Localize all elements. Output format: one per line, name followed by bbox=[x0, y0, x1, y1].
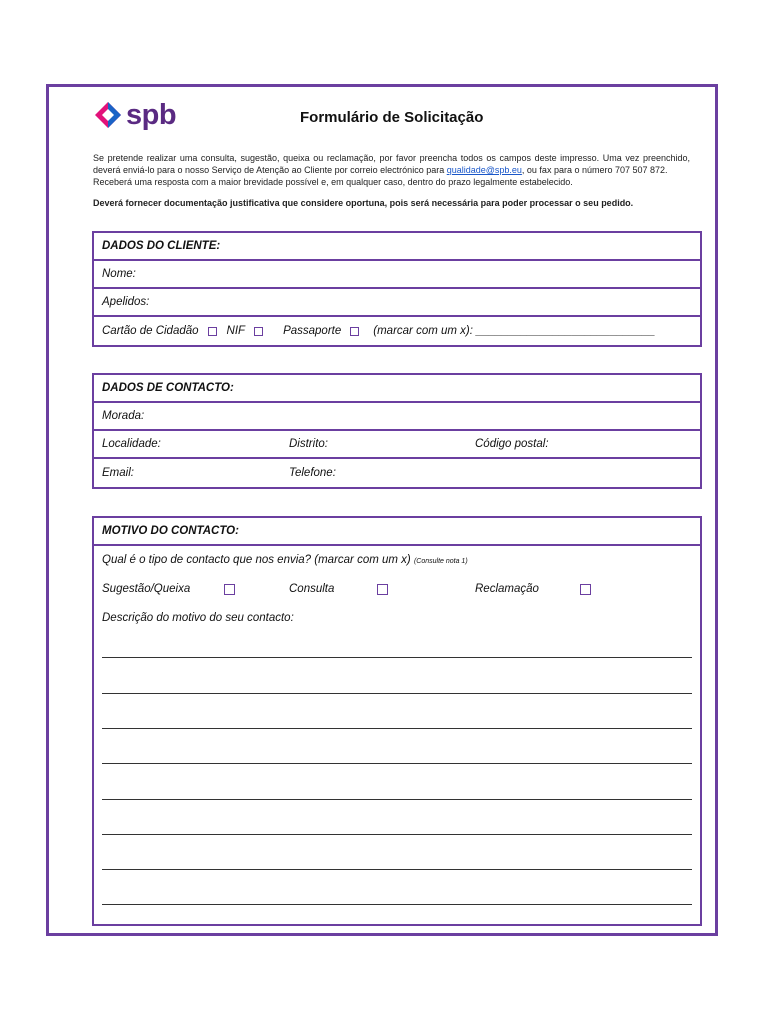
doc-nif-label: NIF bbox=[226, 325, 246, 337]
doc-passaporte-checkbox[interactable] bbox=[350, 327, 359, 336]
motivo-question-text: Qual é o tipo de contacto que nos envia? (marcar com um x) bbox=[102, 554, 411, 566]
nome-label: Nome: bbox=[102, 268, 136, 280]
intro-p2: Receberá uma resposta com a maior brevidade possível e, em qualquer caso, dentro do prazo legalmente estabelecido. bbox=[93, 177, 573, 188]
brand-name: spb bbox=[126, 98, 177, 131]
doc-passaporte-label: Passaporte bbox=[283, 325, 342, 337]
consulta-label: Consulta bbox=[289, 583, 335, 595]
reclamacao-label: Reclamação bbox=[475, 583, 539, 595]
distrito-label: Distrito: bbox=[289, 438, 328, 450]
codigo-postal-field[interactable] bbox=[475, 431, 549, 457]
description-line[interactable] bbox=[102, 728, 692, 729]
doc-cc-checkbox[interactable] bbox=[208, 327, 217, 336]
reclamacao-checkbox[interactable] bbox=[580, 584, 591, 595]
motivo-options-row bbox=[102, 583, 692, 599]
description-line[interactable] bbox=[102, 693, 692, 694]
description-line[interactable] bbox=[102, 763, 692, 764]
spb-logo-icon bbox=[94, 101, 122, 129]
sugestao-label: Sugestão/Queixa bbox=[102, 583, 191, 595]
intro-p1-after: , ou fax para o número 707 507 872. bbox=[521, 165, 668, 176]
apelidos-label: Apelidos: bbox=[102, 296, 150, 308]
motivo-section bbox=[92, 516, 702, 926]
description-line[interactable] bbox=[102, 799, 692, 800]
email-label: Email: bbox=[102, 467, 134, 479]
distrito-field[interactable] bbox=[289, 431, 328, 457]
intro-p1-before: Se pretende realizar uma consulta, sugestão, queixa ou reclamação, por favor preencha todos os campos deste impresso. Uma vez preenchido, deverá enviá-lo para o nosso Serviço de Atenção ao Cliente por correio electrónico para bbox=[93, 153, 690, 176]
telefone-field[interactable] bbox=[289, 459, 336, 487]
description-line[interactable] bbox=[102, 869, 692, 870]
codigo-postal-label: Código postal: bbox=[475, 438, 549, 450]
intro-p3: Deverá fornecer documentação justificativa que considere oportuna, pois será necessária para poder processar o seu pedido. bbox=[93, 197, 634, 208]
consulta-checkbox[interactable] bbox=[377, 584, 388, 595]
morada-field[interactable] bbox=[94, 403, 700, 431]
contact-section-header: DADOS DE CONTACTO: bbox=[94, 375, 700, 403]
morada-label: Morada: bbox=[102, 410, 145, 422]
client-document-row bbox=[94, 317, 700, 345]
location-row bbox=[94, 431, 700, 459]
description-line[interactable] bbox=[102, 904, 692, 905]
form-title: Formulário de Solicitação bbox=[300, 109, 484, 126]
motivo-note: (Consulte nota 1) bbox=[413, 558, 468, 565]
description-line[interactable] bbox=[102, 834, 692, 835]
client-data-section bbox=[92, 231, 702, 347]
doc-nif-checkbox[interactable] bbox=[254, 327, 263, 336]
doc-cc-label: Cartão de Cidadão bbox=[102, 325, 199, 337]
contact-email-link[interactable]: qualidade@spb.eu bbox=[446, 165, 522, 176]
intro-text bbox=[93, 152, 690, 209]
spb-logo bbox=[94, 100, 176, 130]
client-section-header: DADOS DO CLIENTE: bbox=[94, 233, 700, 261]
client-surname-field[interactable] bbox=[94, 289, 700, 317]
localidade-label: Localidade: bbox=[102, 438, 161, 450]
motivo-section-header: MOTIVO DO CONTACTO: bbox=[94, 518, 700, 546]
doc-number-field[interactable]: (marcar com um x): ____________________________ bbox=[373, 325, 656, 337]
client-name-field[interactable] bbox=[94, 261, 700, 289]
sugestao-checkbox[interactable] bbox=[224, 584, 235, 595]
localidade-field[interactable] bbox=[102, 431, 161, 457]
description-line[interactable] bbox=[102, 657, 692, 658]
telefone-label: Telefone: bbox=[289, 467, 336, 479]
email-phone-row bbox=[94, 459, 700, 487]
contact-data-section bbox=[92, 373, 702, 489]
descricao-label: Descrição do motivo do seu contacto: bbox=[102, 612, 294, 624]
motivo-question bbox=[102, 554, 468, 566]
email-field[interactable] bbox=[102, 459, 134, 487]
